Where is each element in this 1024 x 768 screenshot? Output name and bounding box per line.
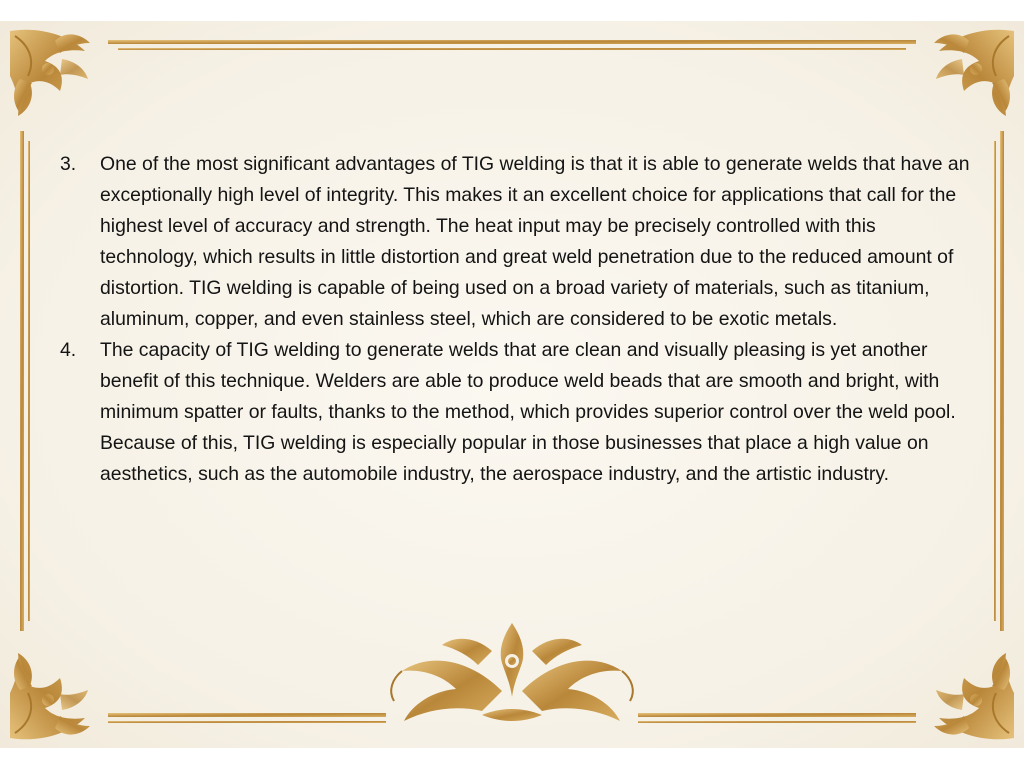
- list-item: [60, 335, 970, 490]
- slide-content: [60, 149, 970, 490]
- ornate-corner-icon: [934, 30, 1014, 116]
- list-item: [60, 149, 970, 335]
- ornate-corner-icon: [10, 653, 90, 739]
- ornate-center-flourish-icon: [391, 623, 633, 721]
- item-text: One of the most significant advantages of TIG welding is that it is able to generate welds that have an exceptionally high level of integrity. This makes it an excellent choice for applications that call for the highest level of accuracy and strength. The heat input may be precisely controlled with this technology, which results in little distortion and great weld penetration due to the reduced amount of distortion. TIG welding is capable of being used on a broad variety of materials, such as titanium, aluminum, copper, and even stainless steel, which are considered to be exotic metals.: [100, 153, 970, 330]
- item-text: The capacity of TIG welding to generate welds that are clean and visually pleasing is yet another benefit of this technique. Welders are able to produce weld beads that are smooth and bright, with minimum spatter or faults, thanks to the method, which provides superior control over the weld pool. Because of this, TIG welding is especially popular in those businesses that place a high value on aesthetics, such as the automobile industry, the aerospace industry, and the artistic industry.: [100, 339, 956, 485]
- item-number: 4.: [60, 339, 77, 361]
- item-number: 3.: [60, 153, 77, 175]
- slide: [0, 21, 1024, 748]
- ornate-corner-icon: [934, 653, 1014, 739]
- ornate-corner-icon: [10, 30, 90, 116]
